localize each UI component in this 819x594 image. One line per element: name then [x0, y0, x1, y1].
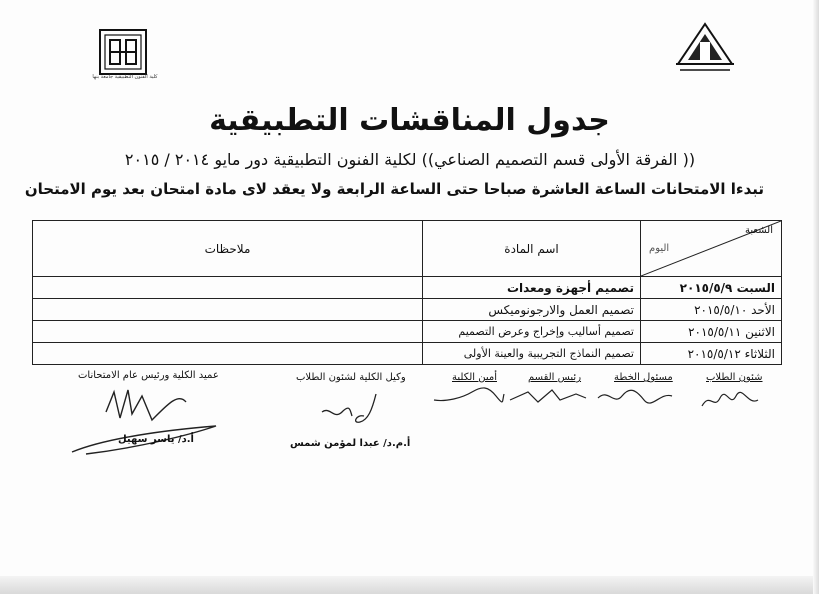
table-row — [33, 299, 782, 321]
header-subject: اسم المادة — [423, 221, 641, 277]
header-section-label: الشعبة — [745, 225, 773, 236]
row-day: الثلاثاء ٢٠١٥/٥/١٢ — [641, 343, 782, 365]
schedule-table — [32, 220, 782, 365]
table-row — [33, 343, 782, 365]
row-notes — [33, 277, 423, 299]
sig-department-head: رئيس القسم — [528, 372, 582, 383]
sig-dean-title: عميد الكلية ورئيس عام الامتحانات — [78, 370, 219, 381]
row-subject: تصميم العمل والارجونوميكس — [423, 299, 641, 321]
exam-note: تبدءا الامتحانات الساعة العاشرة صباحا حتى الساعة الرابعة ولا يعقد لاى مادة امتحان بعد يوم الامتحان — [24, 180, 764, 198]
header-notes: ملاحظات — [33, 221, 423, 277]
signature-vice-dean-icon — [316, 390, 392, 430]
row-notes — [33, 321, 423, 343]
scan-shadow — [0, 576, 819, 594]
row-day: الاثنين ٢٠١٥/٥/١١ — [641, 321, 782, 343]
signature-dean-icon — [66, 382, 226, 462]
row-day: الأحد ٢٠١٥/٥/١٠ — [641, 299, 782, 321]
row-subject: تصميم أجهزة ومعدات — [423, 277, 641, 299]
page-subtitle: (( الفرقة الأولى قسم التصميم الصناعي)) لكلية الفنون التطبيقية دور مايو ٢٠١٤ / ٢٠١٥ — [124, 150, 696, 169]
sig-secretary: أمين الكلية — [452, 372, 497, 383]
sig-vice-dean-title: وكيل الكلية لشئون الطلاب — [296, 372, 406, 383]
header-day-cell — [641, 221, 782, 277]
sig-plan-officer: مسئول الخطة — [614, 372, 673, 383]
signature-plan-officer-icon — [596, 384, 674, 408]
faculty-logo-text: كلية الفنون التطبيقية جامعة بنها — [92, 74, 158, 80]
table-header-row — [33, 221, 782, 277]
table-row — [33, 277, 782, 299]
signature-student-affairs-icon — [700, 388, 760, 412]
university-logo-icon — [672, 20, 738, 80]
row-notes — [33, 343, 423, 365]
sig-dean-name: أ.د/ ياسر سهيل — [118, 434, 194, 445]
row-subject: تصميم النماذج التجريبية والعينة الأولى — [423, 343, 641, 365]
signature-secretary-icon — [432, 382, 506, 408]
sig-vice-dean-name: أ.م.د/ عبدا لمؤمن شمس — [290, 438, 411, 449]
row-subject: تصميم أساليب وإخراج وعرض التصميم — [423, 321, 641, 343]
page-title: جدول المناقشات التطبيقية — [209, 103, 610, 138]
faculty-logo-icon — [96, 28, 152, 96]
row-day: السبت ٢٠١٥/٥/٩ — [641, 277, 782, 299]
row-notes — [33, 299, 423, 321]
signature-department-head-icon — [508, 384, 588, 408]
table-row — [33, 321, 782, 343]
scan-edge — [813, 0, 819, 594]
sig-student-affairs: شئون الطلاب — [706, 372, 763, 383]
header-day-label: اليوم — [649, 243, 670, 254]
